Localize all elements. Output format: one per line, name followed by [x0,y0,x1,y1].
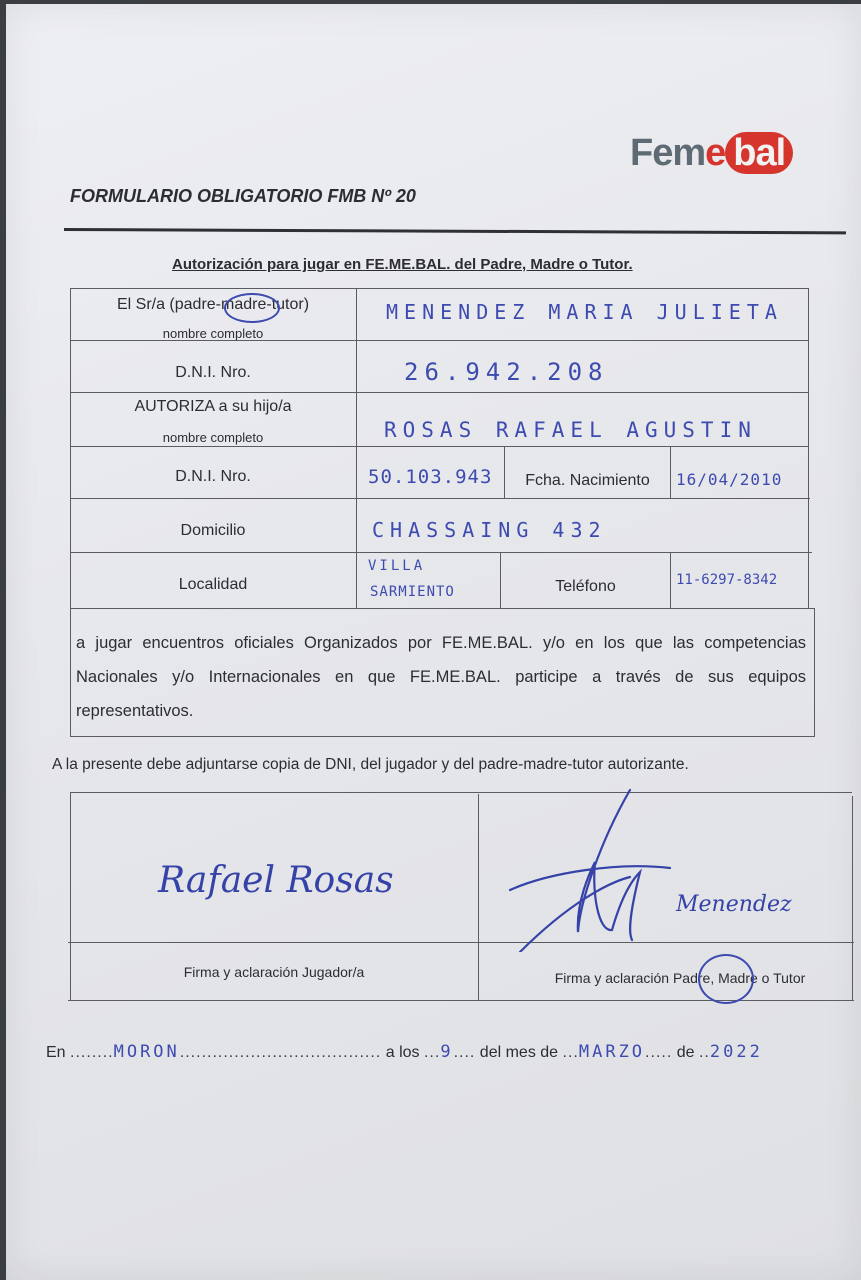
year-value: 2022 [709,1042,763,1062]
parent-name-sublabel: nombre completo [162,326,264,341]
logo-text-e: e [705,132,726,174]
parent-name-value: MENENDEZ MARIA JULIETA [386,300,783,324]
locality-label: Localidad [178,576,248,593]
de-label: de [676,1044,695,1061]
address-label: Domicilio [180,522,246,539]
child-dni-label: D.N.I. Nro. [175,468,251,485]
parent-signature-caption: Firma y aclaración Padre, Madre o Tutor [554,970,806,986]
logo-text-fem: Fem [630,132,706,174]
parent-name-label: El Sr/a (padre-madre-tutor) [116,296,310,313]
alos-label: a los [385,1044,420,1061]
place-value: MORON [113,1042,180,1062]
locality-value-line1: VILLA [368,558,426,574]
date-place-line: En ........MORON..................................... a los ...9.... del mes de ...MARZO..... de ..2022 [46,1042,763,1062]
phone-label: Teléfono [555,578,616,595]
child-name-value: ROSAS RAFAEL AGUSTIN [384,418,757,442]
phone-value: 11-6297-8342 [676,572,778,588]
mes-label: del mes de [479,1044,559,1061]
en-label: En [46,1044,66,1061]
birth-date-label: Fcha. Nacimiento [525,472,650,489]
parent-dni-label: D.N.I. Nro. [175,364,251,381]
month-value: MARZO [578,1042,646,1062]
parent-signature-flourish [480,782,720,952]
birth-date-value: 16/04/2010 [676,470,783,489]
child-dni-value: 50.103.943 [368,466,493,488]
parent-signature: Menendez [676,892,792,917]
child-name-label: AUTORIZA a su hijo/a [134,398,292,415]
madre-circle-mark [224,293,280,323]
authorization-title: Autorización para jugar en FE.ME.BAL. del Padre, Madre o Tutor. [172,256,633,273]
femebal-logo [630,132,793,182]
madre-signature-circle-mark [698,954,754,1004]
address-value: CHASSAING 432 [372,518,607,542]
attachment-notice: A la presente debe adjuntarse copia de DNI, del jugador y del padre-madre-tutor autorizante. [52,756,689,773]
day-value: 9 [440,1042,454,1062]
player-signature: Rafael Rosas [158,860,394,901]
player-signature-caption: Firma y aclaración Jugador/a [183,964,365,980]
form-title: FORMULARIO OBLIGATORIO FMB Nº 20 [70,186,416,206]
authorization-paragraph: a jugar encuentros oficiales Organizados por FE.ME.BAL. y/o en los que las competencias Nacionales y/o Internacionales en que FE.ME.BAL. participe a través de sus equipos representativos. [76,634,806,720]
child-name-sublabel: nombre completo [162,430,264,445]
logo-text-bal: bal [725,132,793,174]
parent-dni-value: 26.942.208 [404,358,609,386]
locality-value-line2: SARMIENTO [370,584,455,600]
